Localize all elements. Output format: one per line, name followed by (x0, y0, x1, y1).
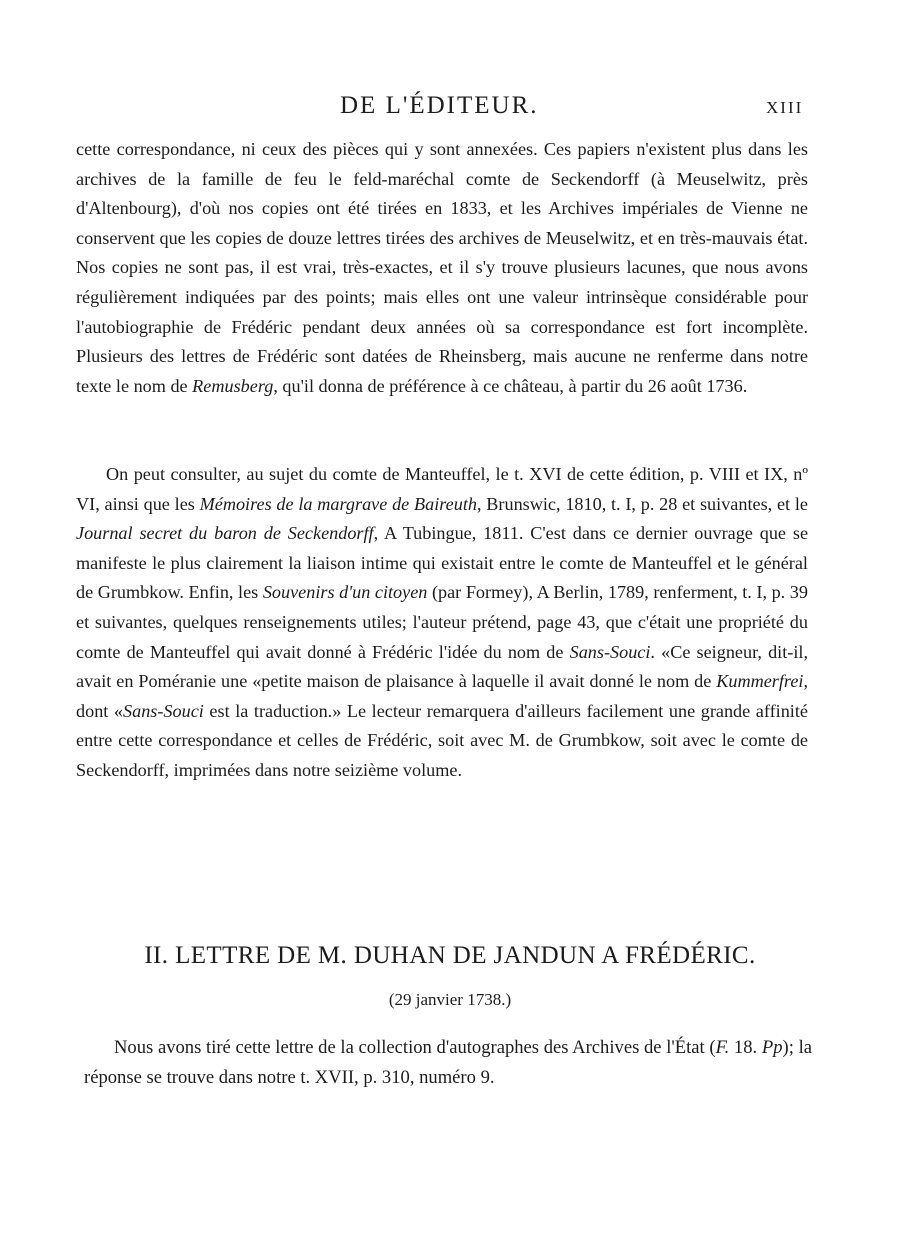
text-run: cette correspondance, ni ceux des pièces qui y sont annexées. Ces papiers n'existent plus dans les archives de la famille de feu le feld-maréchal comte de Seckendorff (à Meuselwitz, près d'Altenbourg), d'où nos copies ont été tirées en 1833, et les Archives impériales de Vienne ne conservent que les copies de douze lettres tirées des archives de Meuselwitz, et en très-mauvais état. Nos copies ne sont pas, il est vrai, très-exactes, et il s'y trouve plusieurs lacunes, que nous avons régulièrement indiquées par des points; mais elles ont une valeur intrinsèque considérable pour l'autobiographie de Frédéric pendant deux années où sa correspondance est fort incomplète. Plusieurs des lettres de Frédéric sont datées de Rheinsberg, mais aucune ne renferme dans notre texte le nom de (76, 139, 808, 396)
section-date: (29 janvier 1738.) (388, 990, 512, 1009)
text-run: ); la réponse se trouve dans notre t. XVII, p. 310, numéro 9. (84, 1037, 812, 1088)
italic-place-name: Remusberg (192, 375, 274, 396)
text-run: est la traduction.» Le lecteur remarquera d'ailleurs facilement une grande affinité entre cette correspondance et celles de Frédéric, soit avec M. de Grumbkow, soit avec le comte de Seckendorff, imprimées dans notre seizième volume. (76, 700, 808, 780)
italic-title: Souvenirs d'un citoyen (262, 582, 428, 603)
italic-term: Sans-Souci (123, 700, 204, 721)
paragraph-section-note (84, 1033, 812, 1093)
italic-term: Sans-Souci (569, 641, 651, 662)
italic-reference: F. (715, 1037, 730, 1058)
section-heading: II. LETTRE DE M. DUHAN DE JANDUN A FRÉDÉRIC. (144, 942, 756, 969)
italic-reference: Pp (761, 1037, 783, 1058)
text-run: On peut consulter, au sujet du comte de Manteuffel, le t. XVI de cette édition, p. VIII et IX, nº VI, ainsi que les (76, 464, 808, 514)
paragraph-sources (76, 460, 808, 786)
page-number: XIII (766, 98, 804, 117)
text-run: , Brunswic, 1810, t. I, p. 28 et suivantes, et le (476, 493, 808, 514)
text-run: . «Ce seigneur, dit-il, avait en Poméranie une «petite maison de plaisance à laquelle il avait donné le nom de (76, 641, 808, 692)
text-run: , qu'il donna de préférence à ce château, à partir du 26 août 1736. (273, 375, 748, 396)
text-run: (par Formey), A Berlin, 1789, renferment, t. I, p. 39 et suivantes, quelques renseignements utiles; l'auteur prétend, page 43, que c'était une propriété du comte de Manteuffel qui avait donné à Frédéric l'idée du nom de (76, 582, 808, 662)
running-head (0, 92, 900, 122)
italic-term: Kummerfrei (716, 671, 804, 692)
text-run: , dont « (76, 671, 808, 721)
paragraph-continuation (76, 135, 808, 401)
running-title: DE L'ÉDITEUR. (340, 92, 539, 119)
italic-title: Journal secret du baron de Seckendorff (76, 523, 374, 544)
text-run: , A Tubingue, 1811. C'est dans ce dernier ouvrage que se manifeste le plus clairement la liaison intime qui existait entre le comte de Manteuffel et le général de Grumbkow. Enfin, les (76, 523, 809, 603)
italic-title: Mémoires de la margrave de Baireuth (199, 493, 477, 514)
text-run: Nous avons tiré cette lettre de la collection d'autographes des Archives de l'État ( (114, 1037, 716, 1058)
text-run: 18. (729, 1037, 762, 1058)
